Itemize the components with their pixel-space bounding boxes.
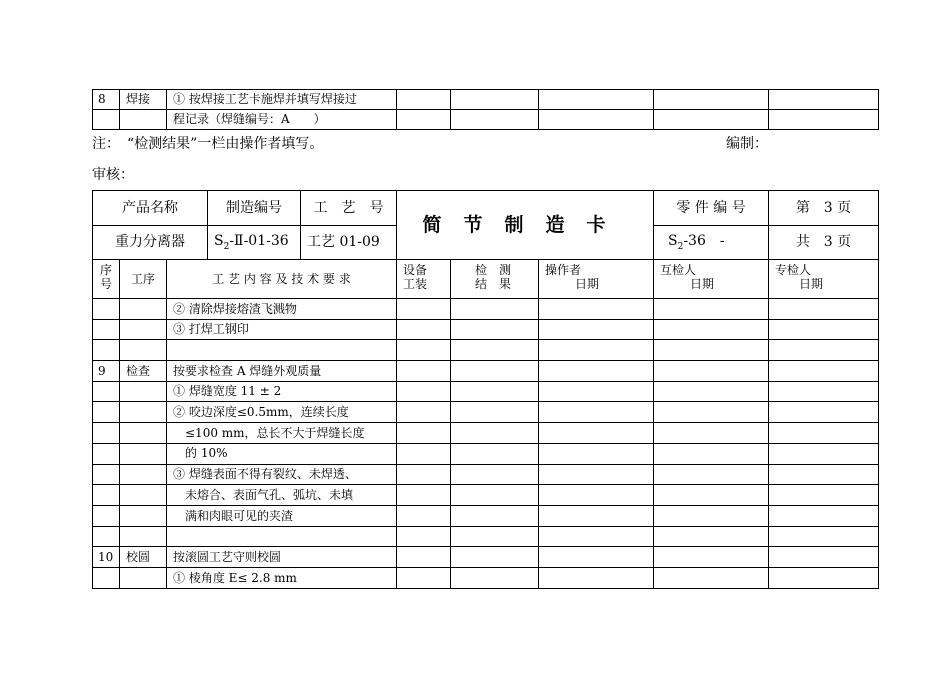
equipment-cell <box>397 110 451 130</box>
table-row <box>93 567 879 588</box>
special-check-cell <box>769 547 879 568</box>
operator-cell <box>539 526 654 547</box>
step-content <box>167 526 397 547</box>
mutual-check-cell <box>654 423 769 444</box>
table-row <box>93 464 879 485</box>
step-name <box>120 505 167 526</box>
special-check-cell <box>769 485 879 506</box>
result-cell <box>451 319 539 340</box>
equipment-cell <box>397 526 451 547</box>
process-number-value: 工艺 01-09 <box>301 226 397 260</box>
equipment-cell <box>397 485 451 506</box>
step-name <box>120 402 167 423</box>
step-number <box>93 340 120 361</box>
step-number <box>93 423 120 444</box>
step-content: ① 焊缝宽度 11 ± 2 <box>167 381 397 402</box>
mutual-check-cell <box>654 340 769 361</box>
result-cell <box>451 547 539 568</box>
step-name <box>120 340 167 361</box>
step-content: ② 咬边深度≤0.5mm，连续长度 <box>167 402 397 423</box>
column-operator: 操作者 日期 <box>539 260 654 299</box>
note-text: 注： “检测结果”一栏由操作者填写。 <box>92 136 324 152</box>
mutual-check-cell <box>654 485 769 506</box>
mutual-check-cell <box>654 443 769 464</box>
step-content: ③ 焊缝表面不得有裂纹、未焊透、 <box>167 464 397 485</box>
result-cell <box>451 505 539 526</box>
table-row <box>93 340 879 361</box>
operator-cell <box>539 90 654 110</box>
step-content: 的 10% <box>167 443 397 464</box>
result-cell <box>451 485 539 506</box>
operator-cell <box>539 319 654 340</box>
special-check-cell <box>769 443 879 464</box>
step-name <box>120 567 167 588</box>
step-name <box>120 110 167 130</box>
table-row <box>93 526 879 547</box>
operator-cell <box>539 464 654 485</box>
step-name: 检查 <box>120 361 167 382</box>
operator-cell <box>539 505 654 526</box>
step-content: ≤100 mm，总长不大于焊缝长度 <box>167 423 397 444</box>
mutual-check-cell <box>654 505 769 526</box>
equipment-cell <box>397 319 451 340</box>
reviewed-by-label: 审核： <box>92 167 134 183</box>
column-content: 工 艺 内 容 及 技 术 要 求 <box>167 260 397 299</box>
step-content <box>167 340 397 361</box>
step-number <box>93 402 120 423</box>
equipment-cell <box>397 464 451 485</box>
result-cell <box>451 443 539 464</box>
equipment-cell <box>397 340 451 361</box>
step-number <box>93 381 120 402</box>
operator-cell <box>539 485 654 506</box>
column-equipment: 设备 工装 <box>397 260 451 299</box>
mutual-check-cell <box>654 526 769 547</box>
step-number: 8 <box>93 90 120 110</box>
column-step: 工序 <box>120 260 167 299</box>
previous-process-table <box>92 89 879 130</box>
step-number <box>93 526 120 547</box>
result-cell <box>451 567 539 588</box>
special-check-cell <box>769 464 879 485</box>
mutual-check-cell <box>654 361 769 382</box>
step-number <box>93 464 120 485</box>
equipment-cell <box>397 361 451 382</box>
operator-cell <box>539 443 654 464</box>
operator-cell <box>539 547 654 568</box>
card-header-table <box>92 190 879 260</box>
operator-cell <box>539 567 654 588</box>
step-number: 9 <box>93 361 120 382</box>
operator-cell <box>539 110 654 130</box>
table-row <box>93 505 879 526</box>
column-result: 检 测 结 果 <box>451 260 539 299</box>
table-row <box>93 402 879 423</box>
special-check-cell <box>769 423 879 444</box>
step-name <box>120 319 167 340</box>
step-name: 校圆 <box>120 547 167 568</box>
special-check-cell <box>769 319 879 340</box>
table-row <box>93 381 879 402</box>
mutual-check-cell <box>654 381 769 402</box>
equipment-cell <box>397 505 451 526</box>
table-row <box>93 110 879 130</box>
special-check-cell <box>769 526 879 547</box>
result-cell <box>451 402 539 423</box>
mutual-check-cell <box>654 110 769 130</box>
step-content: ① 按焊接工艺卡施焊并填写焊接过 <box>167 90 397 110</box>
special-check-cell <box>769 299 879 320</box>
column-seq: 序 号 <box>93 260 120 299</box>
operator-cell <box>539 381 654 402</box>
special-check-cell <box>769 402 879 423</box>
special-check-cell <box>769 505 879 526</box>
step-number <box>93 299 120 320</box>
equipment-cell <box>397 423 451 444</box>
process-number-label: 工 艺 号 <box>301 191 397 226</box>
result-cell <box>451 299 539 320</box>
part-number-value: $S_2-36$ - <box>654 226 769 260</box>
result-cell <box>451 110 539 130</box>
step-number <box>93 567 120 588</box>
step-name <box>120 443 167 464</box>
step-content: 按滚圆工艺守则校圆 <box>167 547 397 568</box>
result-cell <box>451 381 539 402</box>
mutual-check-cell <box>654 299 769 320</box>
part-number-label: 零 件 编 号 <box>654 191 769 226</box>
equipment-cell <box>397 402 451 423</box>
table-row <box>93 90 879 110</box>
step-name: 焊接 <box>120 90 167 110</box>
manufacturing-number-label: 制造编号 <box>208 191 301 226</box>
step-content: 满和肉眼可见的夹渣 <box>167 505 397 526</box>
column-mutual-check: 互检人 日期 <box>654 260 769 299</box>
table-row <box>93 547 879 568</box>
step-name <box>120 526 167 547</box>
operator-cell <box>539 299 654 320</box>
page-number: 第 3 页 <box>769 191 879 226</box>
step-name <box>120 299 167 320</box>
special-check-cell <box>769 567 879 588</box>
product-name-label: 产品名称 <box>93 191 208 226</box>
step-name <box>120 485 167 506</box>
table-row <box>93 443 879 464</box>
step-number <box>93 485 120 506</box>
special-check-cell <box>769 340 879 361</box>
step-name <box>120 423 167 444</box>
equipment-cell <box>397 381 451 402</box>
table-row <box>93 485 879 506</box>
step-content: 程记录（焊缝编号：A ） <box>167 110 397 130</box>
equipment-cell <box>397 299 451 320</box>
compiled-by-label: 编制： <box>726 136 768 152</box>
step-content: ② 清除焊接熔渣飞溅物 <box>167 299 397 320</box>
table-row <box>93 423 879 444</box>
special-check-cell <box>769 90 879 110</box>
result-cell <box>451 526 539 547</box>
equipment-cell <box>397 547 451 568</box>
mutual-check-cell <box>654 319 769 340</box>
product-name-value: 重力分离器 <box>93 226 208 260</box>
equipment-cell <box>397 443 451 464</box>
operator-cell <box>539 402 654 423</box>
table-row <box>93 361 879 382</box>
mutual-check-cell <box>654 547 769 568</box>
step-content: 未熔合、表面气孔、弧坑、未填 <box>167 485 397 506</box>
step-name <box>120 381 167 402</box>
step-content: ③ 打焊工钢印 <box>167 319 397 340</box>
result-cell <box>451 340 539 361</box>
step-number <box>93 110 120 130</box>
mutual-check-cell <box>654 464 769 485</box>
manufacturing-number-value: $S_2-Ⅱ-01-36$ <box>208 226 301 260</box>
mutual-check-cell <box>654 567 769 588</box>
table-row <box>93 319 879 340</box>
mutual-check-cell <box>654 90 769 110</box>
result-cell <box>451 464 539 485</box>
special-check-cell <box>769 361 879 382</box>
result-cell <box>451 361 539 382</box>
process-table <box>92 259 879 589</box>
step-number <box>93 443 120 464</box>
step-number: 10 <box>93 547 120 568</box>
total-pages: 共 3 页 <box>769 226 879 260</box>
step-content: ① 棱角度 E≤ 2.8 mm <box>167 567 397 588</box>
card-title: 简节制造卡 <box>397 191 654 260</box>
step-content: 按要求检查 A 焊缝外观质量 <box>167 361 397 382</box>
special-check-cell <box>769 110 879 130</box>
equipment-cell <box>397 567 451 588</box>
equipment-cell <box>397 90 451 110</box>
column-special-check: 专检人 日期 <box>769 260 879 299</box>
step-number <box>93 505 120 526</box>
special-check-cell <box>769 381 879 402</box>
operator-cell <box>539 340 654 361</box>
step-number <box>93 319 120 340</box>
operator-cell <box>539 361 654 382</box>
result-cell <box>451 423 539 444</box>
operator-cell <box>539 423 654 444</box>
result-cell <box>451 90 539 110</box>
mutual-check-cell <box>654 402 769 423</box>
step-name <box>120 464 167 485</box>
table-row <box>93 299 879 320</box>
